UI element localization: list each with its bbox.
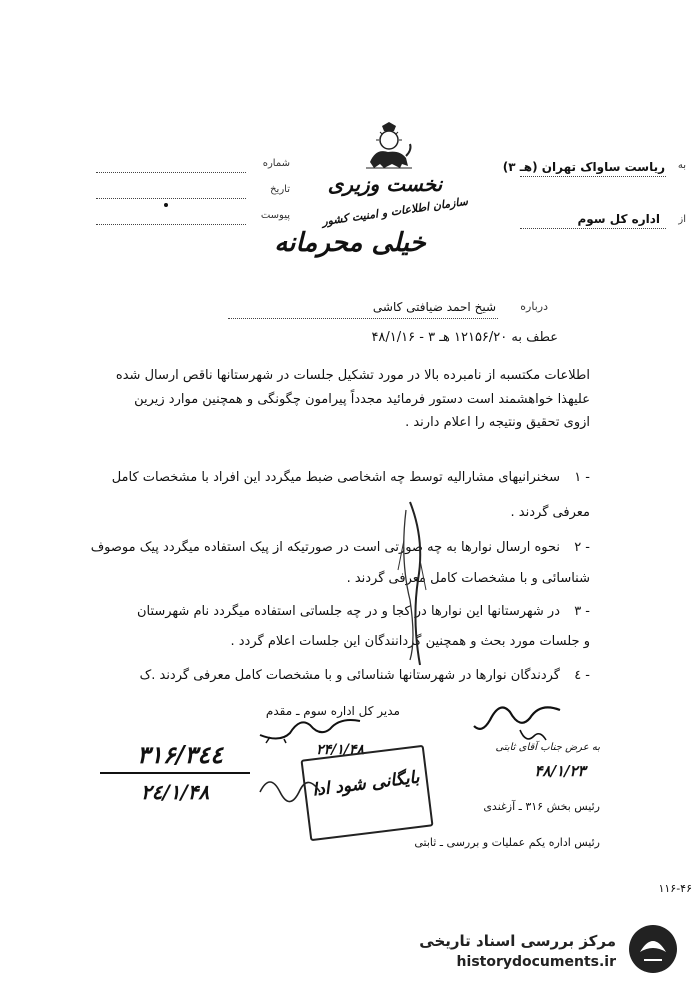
signature [250, 715, 370, 745]
subject-dotted-line [228, 318, 498, 319]
registration-number: ۳۱۶/۳٤٤ [136, 740, 224, 769]
ink-dot [164, 203, 168, 207]
stamp-scribble [250, 762, 330, 822]
org-subtitle: سازمان اطلاعات و امنیت کشور [321, 194, 469, 229]
registration-date: ۲٤/۱/۴۸ [140, 780, 210, 804]
list-item-line: شناسائی و با مشخصات کامل معرفی گردند . [346, 571, 590, 586]
body-intro-line: اطلاعات مکتسبه از نامبرده بالا در مورد تشکیل جلسات در شهرستانها ناقص ارسال شده [115, 368, 590, 383]
list-item-line: و جلسات مورد بحث و همچنین گردانندگان این جلسات اعلام گردد . [230, 634, 590, 649]
stamp-text: بایگانی شود ادا [311, 767, 421, 801]
number-dotted-line [96, 172, 246, 173]
subject-label: درباره [520, 300, 548, 313]
list-item-line: معرفی گردند . [510, 505, 590, 520]
handwritten-date: ۲۴/۱/۴۸ [316, 742, 364, 758]
underline [100, 772, 250, 774]
list-item-number: ۳ - [574, 604, 590, 619]
from-label: از [678, 214, 686, 225]
to-label: به [677, 160, 686, 171]
list-item-number: ٤ - [574, 668, 590, 683]
margin-scribble [380, 500, 440, 670]
date-label: تاریخ [270, 184, 290, 195]
sign-block-line: رئیس بخش ۳۱۶ ـ آزغندی [483, 800, 600, 813]
from-value: اداره کل سوم [577, 212, 660, 226]
number-label: شماره [262, 158, 290, 169]
lion-and-sun-emblem [362, 122, 416, 172]
list-item-line: سخنرانیهای مشارالیه توسط چه اشخاصی ضبط میگردد این افراد با مشخصات کامل [111, 470, 560, 485]
watermark [396, 918, 686, 978]
from-dotted-line [520, 228, 666, 229]
watermark-title: مرکز بررسی اسناد تاریخی [419, 932, 616, 950]
page-code: ۱۱۶-۴۶ [658, 882, 692, 895]
body-intro-line: علیهذا خواهشمند است دستور فرمائید مجدداً پیرامون چگونگی و همچنین موارد زیرین [134, 392, 590, 407]
archive-center-logo [626, 922, 680, 976]
body-intro-line: ازوی تحقیق ونتیجه را اعلام دارند . [405, 415, 590, 430]
list-item-line: در شهرستانها این نوارها در کجا و در چه جلساتی استفاده میگردد نام شهرستان [136, 604, 560, 619]
list-item-line: گردندگان نوارها در شهرستانها شناسائی و با مشخصات کامل معرفی گردند .ک [139, 668, 560, 683]
watermark-url: historydocuments.ir [456, 954, 616, 970]
reference-line: عطف به ۱۲۱۵۶/۲۰ هـ ۳ - ۴۸/۱/۱۶ [371, 330, 558, 345]
attachment-label: پیوست [260, 210, 290, 221]
subject-value: شیخ احمد ضیافتی کاشی [372, 300, 496, 314]
to-dotted-line [520, 176, 666, 177]
list-item-line: نحوه ارسال نوارها به چه صورتی است در صورتیکه از پیک استفاده میگردد پیک موصوف [90, 540, 560, 555]
handwritten-note: به عرض جناب آقای ثابتی [495, 742, 600, 753]
date-dotted-line [96, 198, 246, 199]
attachment-dotted-line [96, 224, 246, 225]
sign-block-line: رئیس اداره یکم عملیات و بررسی ـ ثابتی [414, 836, 600, 849]
signatory-line: مدیر کل اداره سوم ـ مقدم [265, 704, 400, 718]
letterhead [0, 0, 700, 280]
handwritten-date: ۴۸/۱/۲۳ [534, 762, 586, 780]
list-item-number: ۱ - [574, 470, 590, 485]
list-item-number: ۲ - [574, 540, 590, 555]
classification-title: خیلی محرمانه [274, 228, 426, 258]
to-value: ریاست ساواک تهران (هـ ۳) [502, 160, 665, 174]
org-title: نخست وزیری [327, 172, 443, 196]
